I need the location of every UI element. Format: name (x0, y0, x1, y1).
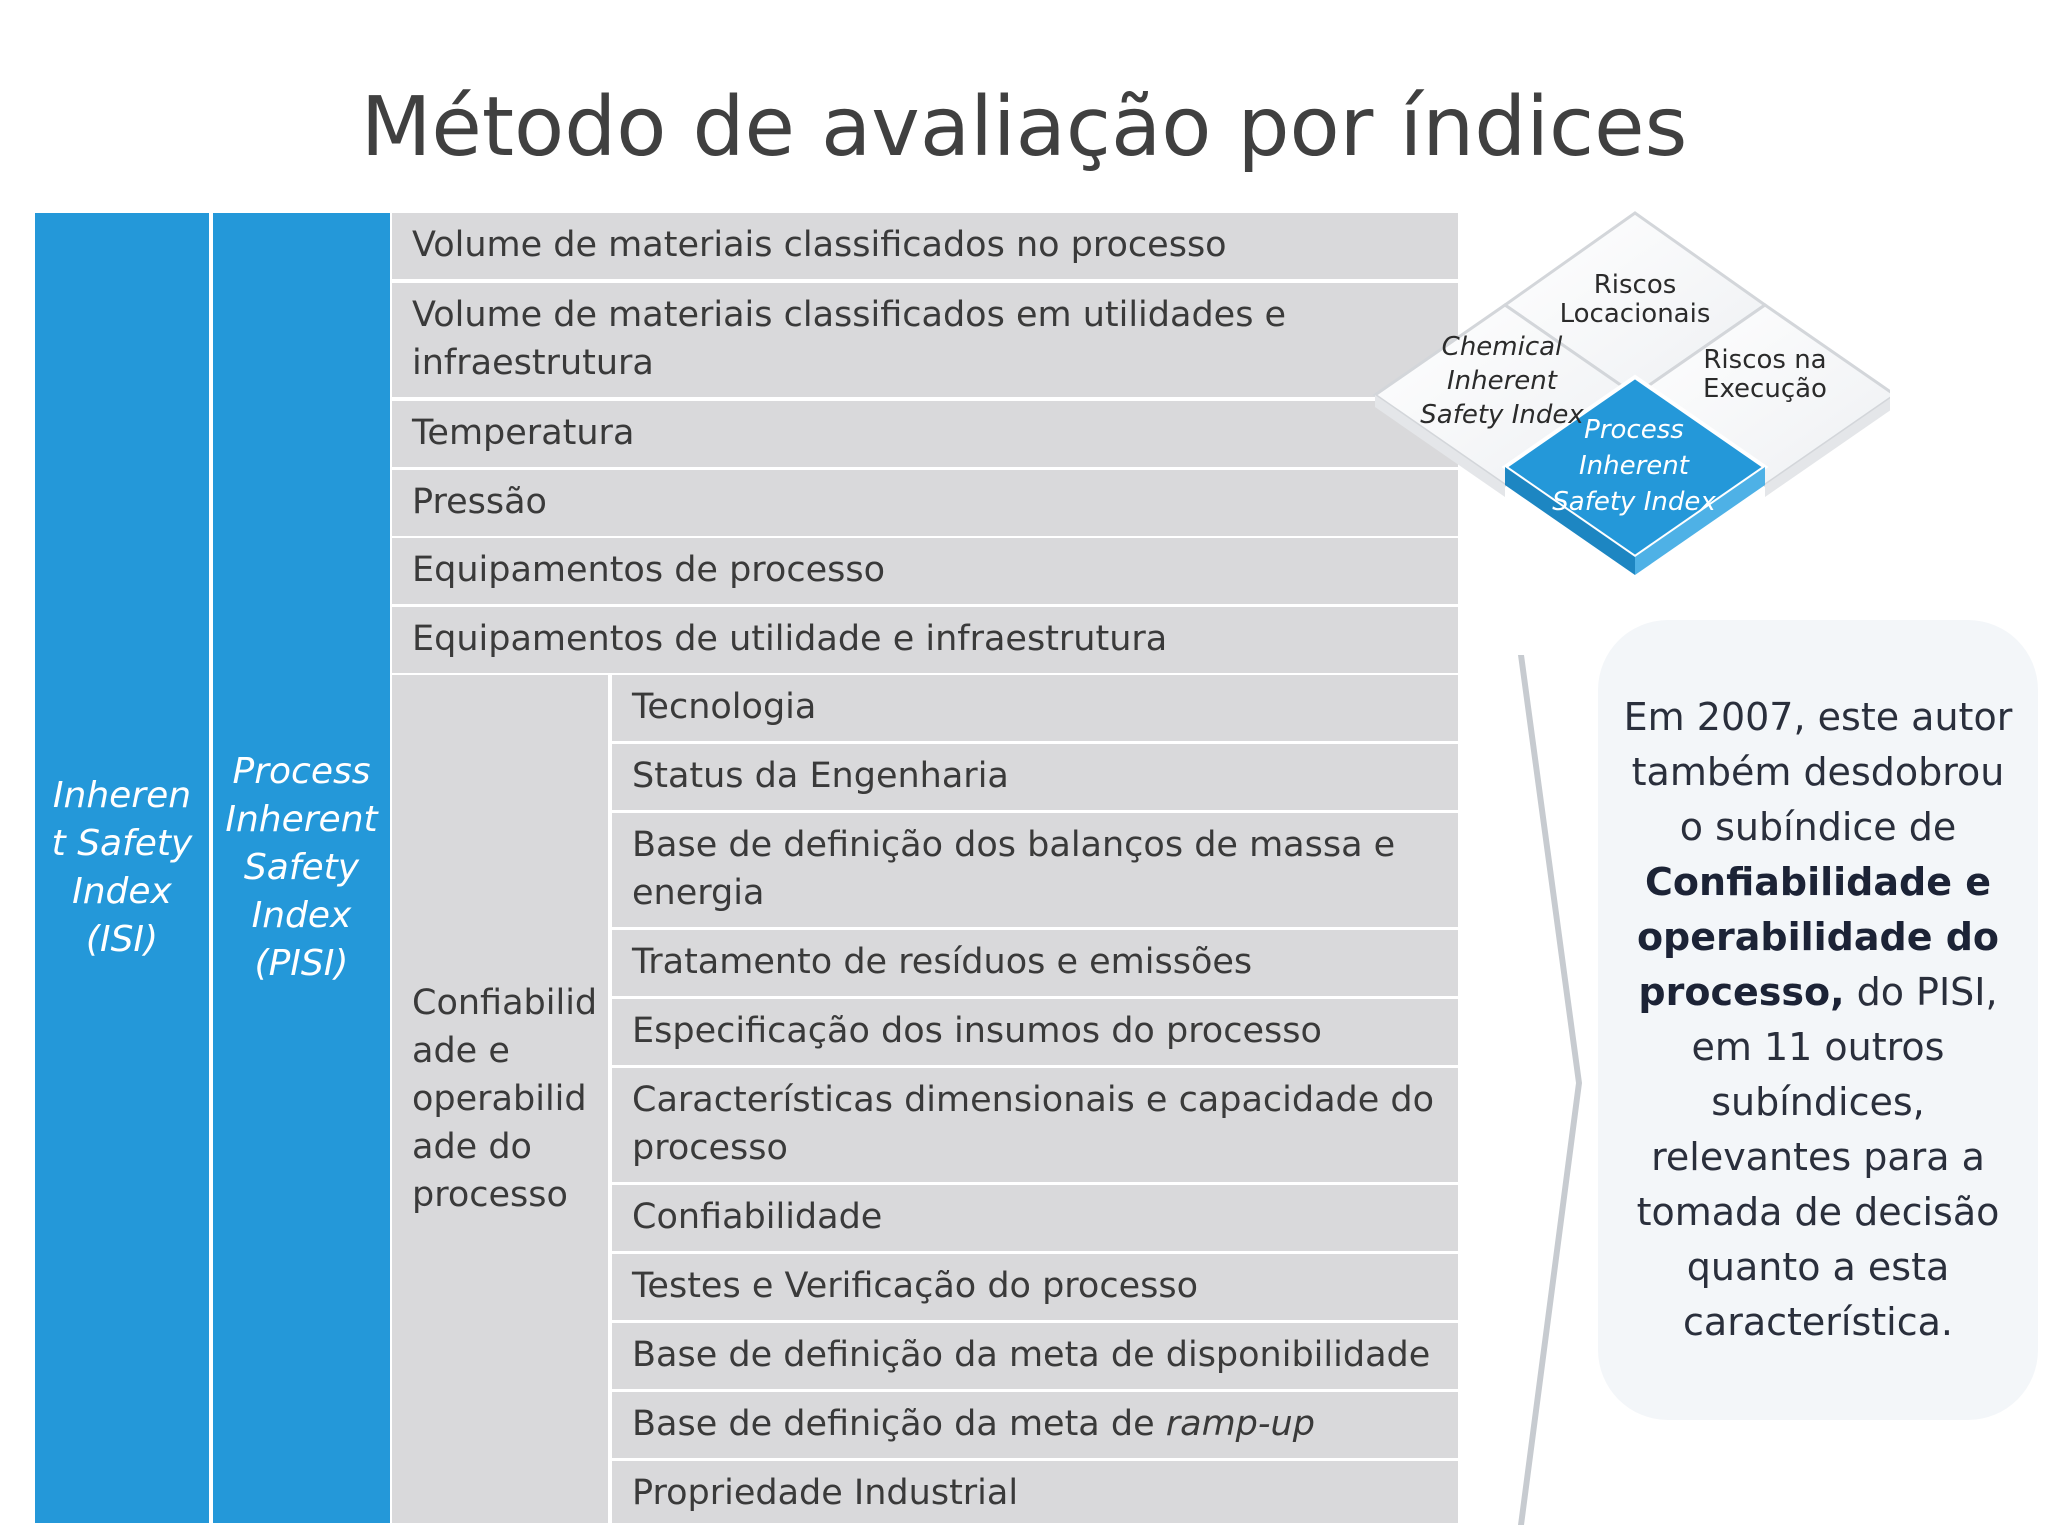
confiabilidade-label-line: Confiabilid (412, 983, 598, 1023)
subindex-text: energia (632, 873, 765, 913)
row-text: infraestrutura (412, 343, 654, 383)
diagram-label-left: Safety Index (1420, 400, 1584, 430)
diagram-label-top: Riscos (1593, 270, 1677, 300)
callout-text (1608, 690, 2028, 1350)
callout-line: do PISI, (1844, 970, 1998, 1014)
isi-label-line: Inheren (52, 775, 192, 816)
subindex-text: Tecnologia (632, 687, 817, 727)
row-text: Volume de materiais classificados no processo (412, 225, 1227, 265)
callout-line: em 11 outros (1691, 1025, 1945, 1069)
callout-line: Em 2007, este autor (1623, 695, 2013, 739)
table-row (392, 538, 1458, 604)
isi-label-line: t Safety (51, 823, 193, 864)
confiabilidade-label-line: ade e (412, 1031, 510, 1071)
subindex-text: Status da Engenharia (632, 756, 1009, 796)
subindex-row (612, 1185, 1458, 1251)
subindex-row (612, 1323, 1458, 1389)
diagram-label-bottom: Inherent (1579, 451, 1689, 481)
subindex-row (612, 813, 1458, 927)
diagram-label-top: Locacionais (1559, 299, 1711, 329)
subindex-row (612, 744, 1458, 810)
callout-bold: operabilidade do (1636, 915, 2000, 959)
subindex-text: Confiabilidade (632, 1197, 883, 1237)
callout-box (1598, 620, 2038, 1420)
bracket-arrow-shape (1518, 655, 1582, 1525)
table-row (392, 401, 1458, 467)
table-row (392, 213, 1458, 279)
row-text: Equipamentos de utilidade e infraestrutura (412, 619, 1168, 659)
subindex-row (612, 675, 1458, 741)
diagram-label-bottom: Safety Index (1552, 487, 1716, 517)
callout-bold: processo, (1638, 970, 1845, 1014)
diagram-label-left: Inherent (1447, 366, 1557, 396)
callout-line: o subíndice de (1679, 805, 1957, 849)
confiabilidade-label-cell (392, 675, 608, 1523)
subindex-row (612, 930, 1458, 996)
pisi-label-line: Safety (243, 847, 360, 888)
callout-line: tomada de decisão (1636, 1190, 2000, 1234)
row-text: Temperatura (412, 413, 635, 453)
table-row (392, 283, 1458, 397)
subindex-text: Testes e Verificação do processo (632, 1266, 1198, 1306)
subindex-row (612, 1461, 1458, 1523)
index-diamond-diagram (1370, 205, 1890, 585)
subindex-emphasis: ramp-up (1165, 1404, 1315, 1444)
subindex-text: Características dimensionais e capacidade do (632, 1080, 1435, 1120)
bracket-arrow (1510, 655, 1590, 1535)
pisi-column (213, 213, 390, 1523)
callout-line: característica. (1683, 1300, 1953, 1344)
diagram-label-right: Riscos na (1703, 345, 1827, 375)
pisi-label-line: Inherent (225, 799, 378, 840)
diagram-label-left: Chemical (1441, 332, 1563, 362)
subindex-text: Base de definição dos balanços de massa e (632, 825, 1396, 865)
subindex-row (612, 1254, 1458, 1320)
row-text: Pressão (412, 482, 547, 522)
subindex-text: processo (632, 1128, 788, 1168)
isi-label-line: (ISI) (85, 919, 159, 960)
confiabilidade-label-line: ade do (412, 1127, 532, 1167)
isi-label-line: Index (72, 871, 172, 912)
diagram-label-bottom: Process (1584, 415, 1684, 445)
diagram-label-right: Execução (1703, 374, 1827, 404)
confiabilidade-label-line: processo (412, 1175, 568, 1215)
pisi-label-line: Process (232, 751, 371, 792)
table-row (392, 607, 1458, 673)
subindex-text: Base de definição da meta de disponibilidade (632, 1335, 1431, 1375)
slide-title: Método de avaliação por índices (360, 80, 1688, 175)
isi-column (35, 213, 209, 1523)
pisi-label-line: (PISI) (254, 943, 349, 984)
pisi-label-line: Index (251, 895, 352, 936)
callout-line: quanto a esta (1686, 1245, 1950, 1289)
callout-line: subíndices, (1711, 1080, 1925, 1124)
callout-line: relevantes para a (1651, 1135, 1985, 1179)
subindex-row (612, 999, 1458, 1065)
callout-bold: Confiabilidade e (1645, 860, 1991, 904)
confiabilidade-label-line: operabilid (412, 1079, 587, 1119)
callout-line: também desdobrou (1631, 750, 2005, 794)
subindex-text: Base de definição da meta de (632, 1404, 1166, 1444)
subindex-text: Tratamento de resíduos e emissões (632, 942, 1253, 982)
subindex-text: Propriedade Industrial (632, 1473, 1019, 1513)
row-text: Equipamentos de processo (412, 550, 885, 590)
subindex-text: Especificação dos insumos do processo (632, 1011, 1322, 1051)
subindex-row (612, 1068, 1458, 1182)
subindex-row (612, 1392, 1458, 1458)
row-text: Volume de materiais classificados em utilidades e (412, 295, 1287, 335)
table-row (392, 470, 1458, 536)
